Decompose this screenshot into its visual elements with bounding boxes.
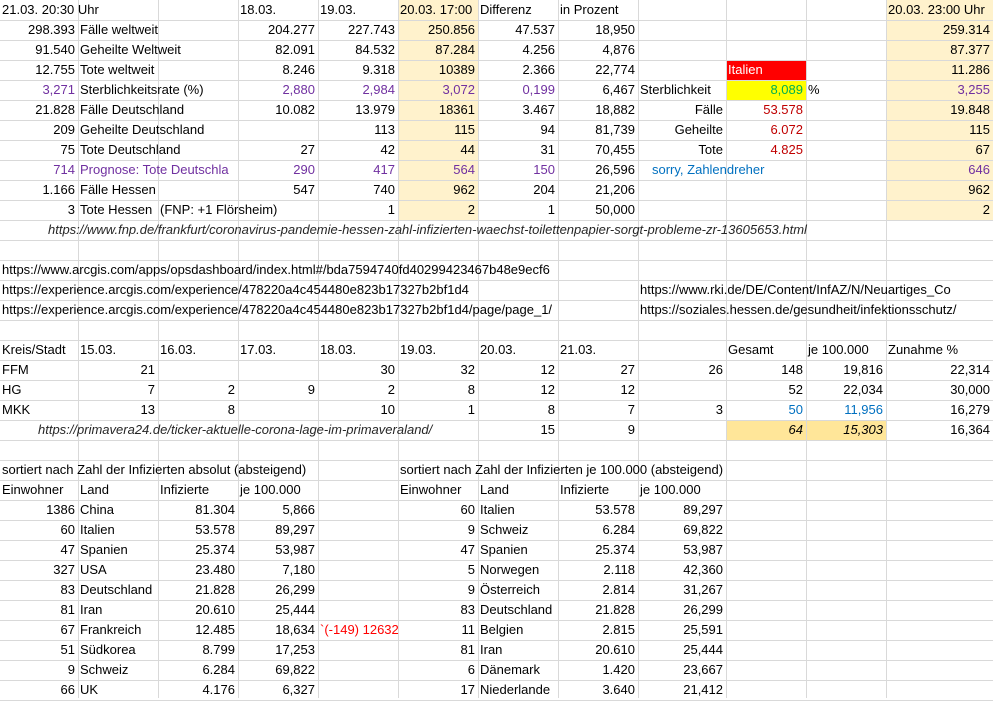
kreis-cell[interactable]: 21 xyxy=(140,362,155,377)
header-differenz[interactable]: Differenz xyxy=(480,2,532,17)
kreis-header[interactable]: 21.03. xyxy=(560,342,597,357)
italien-title[interactable]: Italien xyxy=(728,62,763,77)
sort-abs-einwohner[interactable]: 47 xyxy=(60,542,75,557)
sort-abs-infizierte[interactable]: 81.304 xyxy=(195,502,235,517)
sort-rel-land[interactable]: Iran xyxy=(480,642,503,657)
cell-20-03-late[interactable]: 2 xyxy=(982,202,990,217)
cell-20-03-late[interactable]: 67 xyxy=(975,142,990,157)
cell-19-03[interactable]: 13.979 xyxy=(355,102,395,117)
sort-abs-land[interactable]: USA xyxy=(80,562,107,577)
sort-abs-header[interactable]: Land xyxy=(80,482,109,497)
sort-rel-infizierte[interactable]: 2.814 xyxy=(602,582,635,597)
sort-abs-einwohner[interactable]: 9 xyxy=(67,662,75,677)
sort-rel-einwohner[interactable]: 9 xyxy=(467,522,475,537)
cell-20-03-late[interactable]: 87.377 xyxy=(950,42,990,57)
cell-differenz[interactable]: 94 xyxy=(540,122,555,137)
kreis-header[interactable]: je 100.000 xyxy=(808,342,869,357)
kreis-cell[interactable]: 10 xyxy=(380,402,395,417)
kreis-cell[interactable]: 12 xyxy=(540,362,555,377)
kreis-sum-gesamt[interactable]: 64 xyxy=(788,422,803,437)
kreis-cell[interactable]: 2 xyxy=(387,382,395,397)
cell-19-03[interactable]: 113 xyxy=(374,122,395,137)
cell-in-prozent[interactable]: 18,882 xyxy=(595,102,635,117)
kreis-cell[interactable] xyxy=(161,360,238,380)
sort-rel-einwohner[interactable]: 83 xyxy=(460,602,475,617)
cell-20-03[interactable]: 564 xyxy=(453,162,475,177)
row-label[interactable]: Fälle weltweit xyxy=(80,22,159,37)
sort-rel-je-100000[interactable]: 23,667 xyxy=(683,662,723,677)
sort-rel-land[interactable]: Deutschland xyxy=(480,602,553,617)
sort-abs-infizierte[interactable]: 8.799 xyxy=(202,642,235,657)
kreis-name[interactable]: HG xyxy=(2,382,22,397)
cell-20-03[interactable]: 44 xyxy=(460,142,475,157)
arcgis-experience-page-link[interactable]: https://experience.arcgis.com/experience/478220a4c454480e823b17327b2bf1d4/page/page_1/ xyxy=(2,302,553,317)
cell-18-03[interactable]: 547 xyxy=(293,182,315,197)
cell-differenz[interactable]: 1 xyxy=(547,202,555,217)
cell-value-current[interactable]: 3 xyxy=(67,202,75,217)
sort-abs-je-100000[interactable]: 26,299 xyxy=(275,582,315,597)
kreis-header[interactable]: 20.03. xyxy=(480,342,517,357)
cell-18-03[interactable]: 204.277 xyxy=(268,22,315,37)
cell-value-current[interactable]: 209 xyxy=(53,122,75,137)
sort-rel-header[interactable]: Infizierte xyxy=(560,482,610,497)
italien-percent-sign[interactable]: % xyxy=(808,82,820,97)
sort-abs-je-100000[interactable]: 18,634 xyxy=(275,622,315,637)
cell-in-prozent[interactable]: 50,000 xyxy=(595,202,635,217)
kreis-cell[interactable]: 3 xyxy=(715,402,723,417)
sort-abs-land[interactable]: Südkorea xyxy=(80,642,136,657)
cell-18-03[interactable]: 27 xyxy=(300,142,315,157)
kreis-cell[interactable]: 30 xyxy=(380,362,395,377)
cell-20-03-late[interactable]: 115 xyxy=(969,122,990,137)
sort-abs-infizierte[interactable]: 12.485 xyxy=(195,622,235,637)
sort-rel-einwohner[interactable]: 6 xyxy=(467,662,475,677)
cell-in-prozent[interactable]: 81,739 xyxy=(595,122,635,137)
sort-abs-einwohner[interactable]: 66 xyxy=(60,682,75,697)
cell-19-03[interactable]: 9.318 xyxy=(362,62,395,77)
cell-19-03[interactable]: 740 xyxy=(373,182,395,197)
sort-abs-je-100000[interactable]: 53,987 xyxy=(275,542,315,557)
sort-rel-je-100000[interactable]: 31,267 xyxy=(683,582,723,597)
kreis-zunahme[interactable]: 16,279 xyxy=(950,402,990,417)
cell-value-current[interactable]: 1.166 xyxy=(42,182,75,197)
cell-differenz[interactable]: 204 xyxy=(533,182,555,197)
cell-in-prozent[interactable]: 18,950 xyxy=(595,22,635,37)
kreis-zunahme[interactable]: 22,314 xyxy=(950,362,990,377)
primavera-link[interactable]: https://primavera24.de/ticker-aktuelle-corona-lage-im-primaveraland/ xyxy=(38,422,433,437)
sort-abs-land[interactable]: Deutschland xyxy=(80,582,153,597)
kreis-header[interactable]: Gesamt xyxy=(728,342,774,357)
sort-rel-header[interactable]: Einwohner xyxy=(400,482,462,497)
kreis-cell[interactable]: 2 xyxy=(227,382,235,397)
sort-abs-land[interactable]: Italien xyxy=(80,522,115,537)
kreis-header[interactable]: 16.03. xyxy=(160,342,197,357)
cell-differenz[interactable]: 31 xyxy=(540,142,555,157)
sort-abs-infizierte[interactable]: 20.610 xyxy=(195,602,235,617)
sort-rel-land[interactable]: Italien xyxy=(480,502,515,517)
sort-abs-einwohner[interactable]: 83 xyxy=(60,582,75,597)
sort-abs-infizierte[interactable]: 21.828 xyxy=(195,582,235,597)
kreis-name[interactable]: FFM xyxy=(2,362,29,377)
cell-value-current[interactable]: 298.393 xyxy=(28,22,75,37)
sort-abs-land[interactable]: China xyxy=(80,502,114,517)
sort-rel-je-100000[interactable]: 26,299 xyxy=(683,602,723,617)
kreis-je-100000[interactable]: 19,816 xyxy=(843,362,883,377)
kreis-cell[interactable]: 8 xyxy=(227,402,235,417)
header-18-03[interactable]: 18.03. xyxy=(240,2,277,17)
sort-rel-header[interactable]: Land xyxy=(480,482,509,497)
grid-row-line xyxy=(0,320,993,321)
kreis-gesamt[interactable]: 52 xyxy=(788,382,803,397)
sort-rel-land[interactable]: Spanien xyxy=(480,542,528,557)
italien-faelle-label[interactable]: Fälle xyxy=(694,102,723,117)
italien-sterblichkeit-label[interactable]: Sterblichkeit xyxy=(640,82,711,97)
kreis-cell[interactable]: 8 xyxy=(467,382,475,397)
sort-rel-je-100000[interactable]: 89,297 xyxy=(683,502,723,517)
header-20-03[interactable]: 20.03. 17:00 xyxy=(400,2,473,17)
sort-rel-einwohner[interactable]: 5 xyxy=(467,562,475,577)
kreis-cell[interactable]: 12 xyxy=(540,382,555,397)
sort-rel-einwohner[interactable]: 60 xyxy=(460,502,475,517)
kreis-cell[interactable]: 12 xyxy=(620,382,635,397)
sort-abs-infizierte[interactable]: 6.284 xyxy=(202,662,235,677)
cell-in-prozent[interactable]: 6,467 xyxy=(602,82,635,97)
kreis-sum-je-100000[interactable]: 15,303 xyxy=(843,422,883,437)
row-label[interactable]: Fälle Deutschland xyxy=(80,102,185,117)
sort-rel-land[interactable]: Dänemark xyxy=(480,662,540,677)
cell-20-03[interactable]: 962 xyxy=(453,182,475,197)
cell-18-03[interactable]: 290 xyxy=(293,162,315,177)
cell-20-03-late[interactable]: 646 xyxy=(968,162,990,177)
sort-abs-infizierte[interactable]: 53.578 xyxy=(195,522,235,537)
kreis-cell[interactable]: 1 xyxy=(467,402,475,417)
sort-rel-infizierte[interactable]: 25.374 xyxy=(595,542,635,557)
cell-value-current[interactable]: 3,271 xyxy=(42,82,75,97)
sort-abs-je-100000[interactable]: 7,180 xyxy=(282,562,315,577)
cell-19-03[interactable]: 1 xyxy=(387,202,395,217)
cell-20-03-late[interactable]: 259.314 xyxy=(943,22,990,37)
italien-geheilte-label[interactable]: Geheilte xyxy=(674,122,723,137)
sort-abs-einwohner[interactable]: 81 xyxy=(60,602,75,617)
cell-20-03[interactable]: 18361 xyxy=(438,102,475,117)
row-note[interactable]: (FNP: +1 Flörsheim) xyxy=(160,202,278,217)
kreis-cell[interactable]: 13 xyxy=(140,402,155,417)
kreis-header[interactable]: Kreis/Stadt xyxy=(2,342,66,357)
grid-row-line xyxy=(0,440,993,441)
cell-20-03-late[interactable]: 11.286 xyxy=(951,62,990,77)
cell-value-current[interactable]: 21.828 xyxy=(35,102,75,117)
sort-abs-land[interactable]: Schweiz xyxy=(80,662,129,677)
kreis-cell[interactable]: 7 xyxy=(627,402,635,417)
sort-rel-land[interactable]: Norwegen xyxy=(480,562,540,577)
sort-rel-land[interactable]: Belgien xyxy=(480,622,524,637)
sort-rel-einwohner[interactable]: 17 xyxy=(460,682,475,697)
cell-value-current[interactable]: 12.755 xyxy=(35,62,75,77)
italien-tote-label[interactable]: Tote xyxy=(698,142,723,157)
grid-col-line xyxy=(638,0,639,698)
cell-20-03-late[interactable]: 19.848 xyxy=(950,102,990,117)
sort-rel-einwohner[interactable]: 81 xyxy=(460,642,475,657)
sort-rel-infizierte[interactable]: 2.118 xyxy=(603,562,635,577)
sort-abs-einwohner[interactable]: 327 xyxy=(53,562,75,577)
sort-abs-einwohner[interactable]: 60 xyxy=(60,522,75,537)
cell-differenz[interactable]: 150 xyxy=(533,162,555,177)
sort-rel-land[interactable]: Niederlande xyxy=(480,682,551,697)
kreis-header[interactable]: 17.03. xyxy=(240,342,277,357)
sort-rel-je-100000[interactable]: 69,822 xyxy=(683,522,723,537)
kreis-cell[interactable]: 26 xyxy=(708,362,723,377)
sort-rel-je-100000[interactable]: 53,987 xyxy=(683,542,723,557)
header-time[interactable]: 21.03. 20:30 Uhr xyxy=(2,2,99,17)
italien-sorry-note[interactable]: sorry, Zahlendreher xyxy=(652,162,765,177)
cell-in-prozent[interactable]: 4,876 xyxy=(602,42,635,57)
cell-20-03[interactable]: 250.856 xyxy=(428,22,475,37)
header-20-03-late[interactable]: 20.03. 23:00 Uhr xyxy=(888,2,985,17)
arcgis-experience-link[interactable]: https://experience.arcgis.com/experience/478220a4c454480e823b17327b2bf1d4 xyxy=(2,282,469,297)
cell-18-03[interactable]: 82.091 xyxy=(275,42,315,57)
kreis-je-100000[interactable]: 11,956 xyxy=(844,402,883,417)
cell-value-current[interactable]: 91.540 xyxy=(35,42,75,57)
cell-20-03[interactable]: 87.284 xyxy=(435,42,475,57)
kreis-cell[interactable]: 32 xyxy=(460,362,475,377)
sort-abs-je-100000[interactable]: 17,253 xyxy=(275,642,315,657)
sort-abs-einwohner[interactable]: 67 xyxy=(60,622,75,637)
kreis-name[interactable]: MKK xyxy=(2,402,31,417)
sort-abs-header[interactable]: Infizierte xyxy=(160,482,210,497)
kreis-sum-20-03[interactable]: 9 xyxy=(627,422,635,437)
grid-row-line xyxy=(0,240,993,241)
arcgis-dashboard-link[interactable]: https://www.arcgis.com/apps/opsdashboard/index.html#/bda7594740fd40299423467b48e9ecf6 xyxy=(2,262,550,277)
kreis-zunahme[interactable]: 30,000 xyxy=(950,382,990,397)
cell-differenz[interactable]: 3.467 xyxy=(522,102,555,117)
sort-abs-header[interactable]: Einwohner xyxy=(2,482,64,497)
sort-abs-infizierte[interactable]: 23.480 xyxy=(195,562,235,577)
cell-20-03-late[interactable]: 962 xyxy=(968,182,990,197)
sort-abs-land[interactable]: Frankreich xyxy=(80,622,142,637)
kreis-cell[interactable] xyxy=(641,380,726,400)
sort-rel-land[interactable]: Schweiz xyxy=(480,522,529,537)
sort-abs-land[interactable]: Iran xyxy=(80,602,103,617)
sort-rel-je-100000[interactable]: 21,412 xyxy=(683,682,723,697)
sort-rel-land[interactable]: Österreich xyxy=(480,582,540,597)
row-label[interactable]: Fälle Hessen xyxy=(80,182,156,197)
kreis-je-100000[interactable]: 22,034 xyxy=(843,382,883,397)
kreis-gesamt[interactable]: 50 xyxy=(788,402,803,417)
cell-20-03[interactable]: 10389 xyxy=(438,62,475,77)
sort-abs-je-100000[interactable]: 5,866 xyxy=(282,502,315,517)
sort-rel-je-100000[interactable]: 25,591 xyxy=(683,622,723,637)
cell-differenz[interactable]: 4.256 xyxy=(522,42,555,57)
fnp-link[interactable]: https://www.fnp.de/frankfurt/coronavirus-pandemie-hessen-zahl-infizierten-waechst-toilettenpapier-sorgt-probleme-zr-13605653.html xyxy=(48,222,807,237)
cell-20-03[interactable]: 115 xyxy=(454,122,475,137)
italien-sterblichkeit-value[interactable]: 8,089 xyxy=(770,82,803,97)
sort-rel-infizierte[interactable]: 21.828 xyxy=(595,602,635,617)
sort-rel-einwohner[interactable]: 11 xyxy=(461,622,475,637)
cell-19-03[interactable]: 227.743 xyxy=(348,22,395,37)
kreis-header[interactable]: 15.03. xyxy=(80,342,117,357)
cell-18-03[interactable]: 2,880 xyxy=(282,82,315,97)
kreis-sum-19-03[interactable]: 15 xyxy=(540,422,555,437)
cell-value-current[interactable]: 714 xyxy=(53,162,75,177)
header-19-03[interactable]: 19.03. xyxy=(320,2,357,17)
cell-value-current[interactable]: 75 xyxy=(60,142,75,157)
cell-19-03[interactable]: 417 xyxy=(373,162,395,177)
sort-abs-title[interactable]: sortiert nach Zahl der Infizierten absolut (absteigend) xyxy=(2,462,307,477)
row-label[interactable]: Tote Deutschland xyxy=(80,142,181,157)
sort-abs-infizierte[interactable]: 4.176 xyxy=(202,682,235,697)
cell-19-03[interactable]: 84.532 xyxy=(355,42,395,57)
kreis-cell[interactable] xyxy=(241,360,318,380)
cell-differenz[interactable]: 0,199 xyxy=(522,82,555,97)
sort-rel-je-100000[interactable]: 42,360 xyxy=(683,562,723,577)
cell-18-03[interactable]: 8.246 xyxy=(282,62,315,77)
kreis-gesamt[interactable]: 148 xyxy=(781,362,803,377)
cell-differenz[interactable]: 47.537 xyxy=(515,22,555,37)
sort-rel-infizierte[interactable]: 6.284 xyxy=(602,522,635,537)
cell-18-03[interactable]: 10.082 xyxy=(275,102,315,117)
cell-18-03[interactable] xyxy=(241,120,318,140)
hessen-link[interactable]: https://soziales.hessen.de/gesundheit/infektionsschutz/ xyxy=(640,302,957,317)
cell-20-03[interactable]: 2 xyxy=(467,202,475,217)
cell-19-03[interactable]: 42 xyxy=(380,142,395,157)
sort-rel-infizierte[interactable]: 3.640 xyxy=(602,682,635,697)
sort-rel-infizierte[interactable]: 20.610 xyxy=(595,642,635,657)
sort-abs-einwohner[interactable]: 1386 xyxy=(46,502,75,517)
sort-rel-einwohner[interactable]: 9 xyxy=(467,582,475,597)
sort-abs-je-100000[interactable]: 6,327 xyxy=(282,682,315,697)
cell-in-prozent[interactable]: 22,774 xyxy=(595,62,635,77)
cell-in-prozent[interactable]: 26,596 xyxy=(595,162,635,177)
kreis-cell[interactable]: 27 xyxy=(620,362,635,377)
kreis-header[interactable]: 19.03. xyxy=(400,342,437,357)
sort-rel-infizierte[interactable]: 1.420 xyxy=(602,662,635,677)
cell-differenz[interactable]: 2.366 xyxy=(522,62,555,77)
sort-rel-je-100000[interactable]: 25,444 xyxy=(683,642,723,657)
kreis-cell[interactable]: 8 xyxy=(547,402,555,417)
italien-tote-value[interactable]: 4.825 xyxy=(770,142,803,157)
sort-abs-land[interactable]: UK xyxy=(80,682,99,697)
kreis-cell[interactable]: 7 xyxy=(147,382,155,397)
row-label[interactable]: Tote weltweit xyxy=(80,62,155,77)
cell-20-03[interactable]: 3,072 xyxy=(442,82,475,97)
cell-19-03[interactable]: 2,984 xyxy=(362,82,395,97)
cell-20-03-late[interactable]: 3,255 xyxy=(957,82,990,97)
sort-rel-einwohner[interactable]: 47 xyxy=(460,542,475,557)
row-label[interactable]: Tote Hessen xyxy=(80,202,153,217)
row-label[interactable]: Geheilte Deutschland xyxy=(80,122,205,137)
row-label[interactable]: Geheilte Weltweit xyxy=(80,42,181,57)
cell-18-03[interactable] xyxy=(241,200,318,220)
italien-faelle-value[interactable]: 53.578 xyxy=(763,102,803,117)
cell-in-prozent[interactable]: 70,455 xyxy=(595,142,635,157)
cell-in-prozent[interactable]: 21,206 xyxy=(595,182,635,197)
sort-abs-je-100000[interactable]: 69,822 xyxy=(275,662,315,677)
sort-abs-je-100000[interactable]: 89,297 xyxy=(275,522,315,537)
sort-abs-einwohner[interactable]: 51 xyxy=(60,642,75,657)
sort-abs-header[interactable]: je 100.000 xyxy=(240,482,301,497)
sort-rel-title[interactable]: sortiert nach Zahl der Infizierten je 100.000 (absteigend) xyxy=(400,462,724,477)
sort-rel-header[interactable]: je 100.000 xyxy=(640,482,701,497)
italien-geheilte-value[interactable]: 6.072 xyxy=(770,122,803,137)
sort-rel-infizierte[interactable]: 2.815 xyxy=(602,622,635,637)
frankreich-note[interactable]: `(-149) 12632 xyxy=(320,622,399,637)
sort-abs-je-100000[interactable]: 25,444 xyxy=(275,602,315,617)
sort-abs-infizierte[interactable]: 25.374 xyxy=(195,542,235,557)
kreis-cell[interactable]: 9 xyxy=(307,382,315,397)
kreis-header[interactable]: 18.03. xyxy=(320,342,357,357)
sort-abs-land[interactable]: Spanien xyxy=(80,542,128,557)
row-label[interactable]: Sterblichkeitsrate (%) xyxy=(80,82,204,97)
row-label[interactable]: Prognose: Tote Deutschla xyxy=(80,162,229,177)
sort-rel-infizierte[interactable]: 53.578 xyxy=(595,502,635,517)
kreis-header[interactable]: Zunahme % xyxy=(888,342,959,357)
kreis-cell[interactable] xyxy=(241,400,318,420)
rki-link[interactable]: https://www.rki.de/DE/Content/InfAZ/N/Neuartiges_Co xyxy=(640,282,951,297)
kreis-sum-zunahme[interactable]: 16,364 xyxy=(950,422,990,437)
header-in-prozent[interactable]: in Prozent xyxy=(560,2,619,17)
